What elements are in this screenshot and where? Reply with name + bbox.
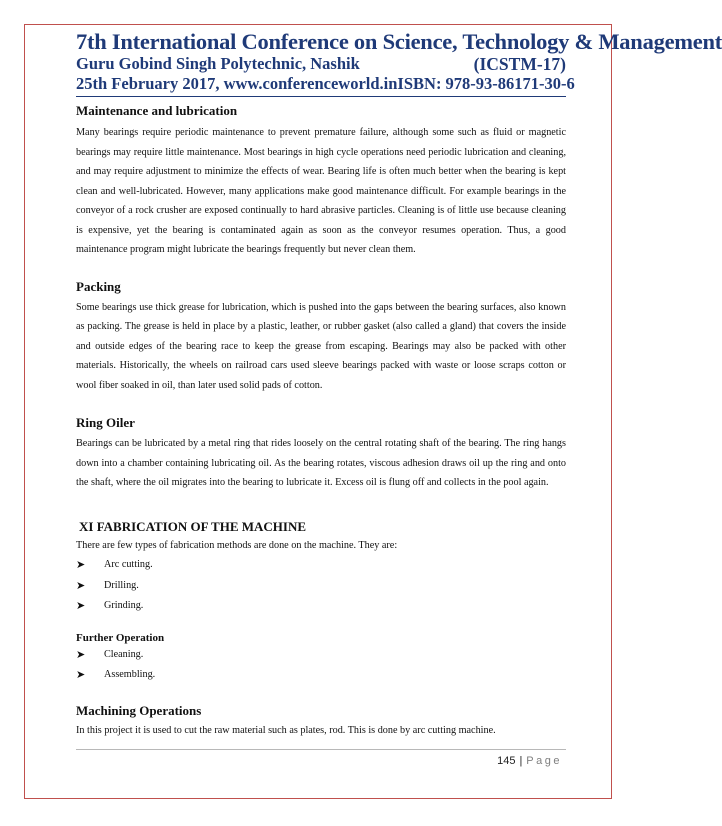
arrowhead-bullet-icon: ➤ <box>76 648 86 661</box>
heading-fabrication: XI FABRICATION OF THE MACHINE <box>79 518 307 534</box>
list-item <box>76 645 566 666</box>
page-footer <box>497 755 562 767</box>
arrowhead-bullet-icon: ➤ <box>76 579 86 592</box>
header-row-date <box>76 74 575 94</box>
page-label: Page <box>526 755 562 767</box>
conference-title: 7th International Conference on Science, Technology & Management <box>76 29 722 54</box>
heading-maintenance: Maintenance and lubrication <box>76 103 238 118</box>
list-item-text: Grinding. <box>104 600 144 611</box>
arrowhead-bullet-icon: ➤ <box>76 600 86 612</box>
paragraph-ring-oiler: Bearings can be lubricated by a metal ring that rides loosely on the central rotating shaft of the bearing. The ring hangs down into a chamber containing lubricating oil. As the bearing rotates, viscous adhesion draws oil up the ring and onto the shaft, where the oil migrates into the bearing to lubricate it. Excess oil is flung off and collects in the pool again. <box>76 438 566 488</box>
list-item <box>76 665 566 686</box>
heading-packing: Packing <box>76 278 121 294</box>
list-item <box>76 596 566 617</box>
fabrication-list <box>76 555 566 617</box>
paragraph-maintenance: Many bearings require periodic maintenance to prevent premature failure, although some such as fluid or magnetic bearings may require little maintenance. Most bearings in high cycle operations need periodic lubrication and cleaning, and may require adjustment to minimize the effects of wear. Bearing life is often much better when the bearing is kept clean and well-lubricated. However, many applications make good maintenance difficult. For example bearings in the conveyor of a rock crusher are exposed continually to hard abrasive particles. Cleaning is of little use because cleaning is expensive, yet the bearing is contaminated again as soon as the conveyor resumes operation. Thus, a good maintenance program might lubricate the bearings frequently but never clean them. <box>76 127 566 255</box>
header-row-institution <box>76 54 566 74</box>
arrowhead-bullet-icon: ➤ <box>76 669 86 681</box>
conference-header <box>76 29 722 94</box>
page-content <box>76 103 566 740</box>
list-item <box>76 555 566 576</box>
page-separator: | <box>519 755 523 767</box>
footer-rule <box>76 749 566 750</box>
date-and-website: 25th February 2017, www.conferenceworld.in <box>76 74 398 93</box>
heading-machining-operations: Machining Operations <box>76 702 202 718</box>
paragraph-fabrication-intro: There are few types of fabrication methods are done on the machine. They are: <box>76 539 398 551</box>
arrowhead-bullet-icon: ➤ <box>76 559 86 571</box>
page-number: 145 <box>497 755 516 767</box>
conference-acronym: (ICSTM-17) <box>473 54 566 74</box>
paragraph-machining: In this project it is used to cut the raw material such as plates, rod. This is done by arc cutting machine. <box>76 724 496 736</box>
list-item-text: Arc cutting. <box>104 559 153 570</box>
list-item-text: Cleaning. <box>104 648 144 660</box>
heading-ring-oiler: Ring Oiler <box>76 415 135 430</box>
institution-name: Guru Gobind Singh Polytechnic, Nashik <box>76 54 360 73</box>
list-item-text: Drilling. <box>104 579 139 591</box>
list-item <box>76 576 566 597</box>
header-rule <box>76 96 566 97</box>
isbn: ISBN: 978-93-86171-30-6 <box>397 74 575 93</box>
further-operation-list <box>76 645 566 686</box>
list-item-text: Assembling. <box>104 669 156 680</box>
heading-further-operation: Further Operation <box>76 631 165 644</box>
paragraph-packing: Some bearings use thick grease for lubrication, which is pushed into the gaps between the bearing surfaces, also known as packing. The grease is held in place by a plastic, leather, or rubber gasket (also called a gland) that covers the inside and outside edges of the bearing race to keep the grease from escaping. Bearings may also be packed with other materials. Historically, the wheels on railroad cars used sleeve bearings packed with waste or loose scraps cotton or wool fiber soaked in oil, than later used solid pads of cotton. <box>76 301 566 391</box>
